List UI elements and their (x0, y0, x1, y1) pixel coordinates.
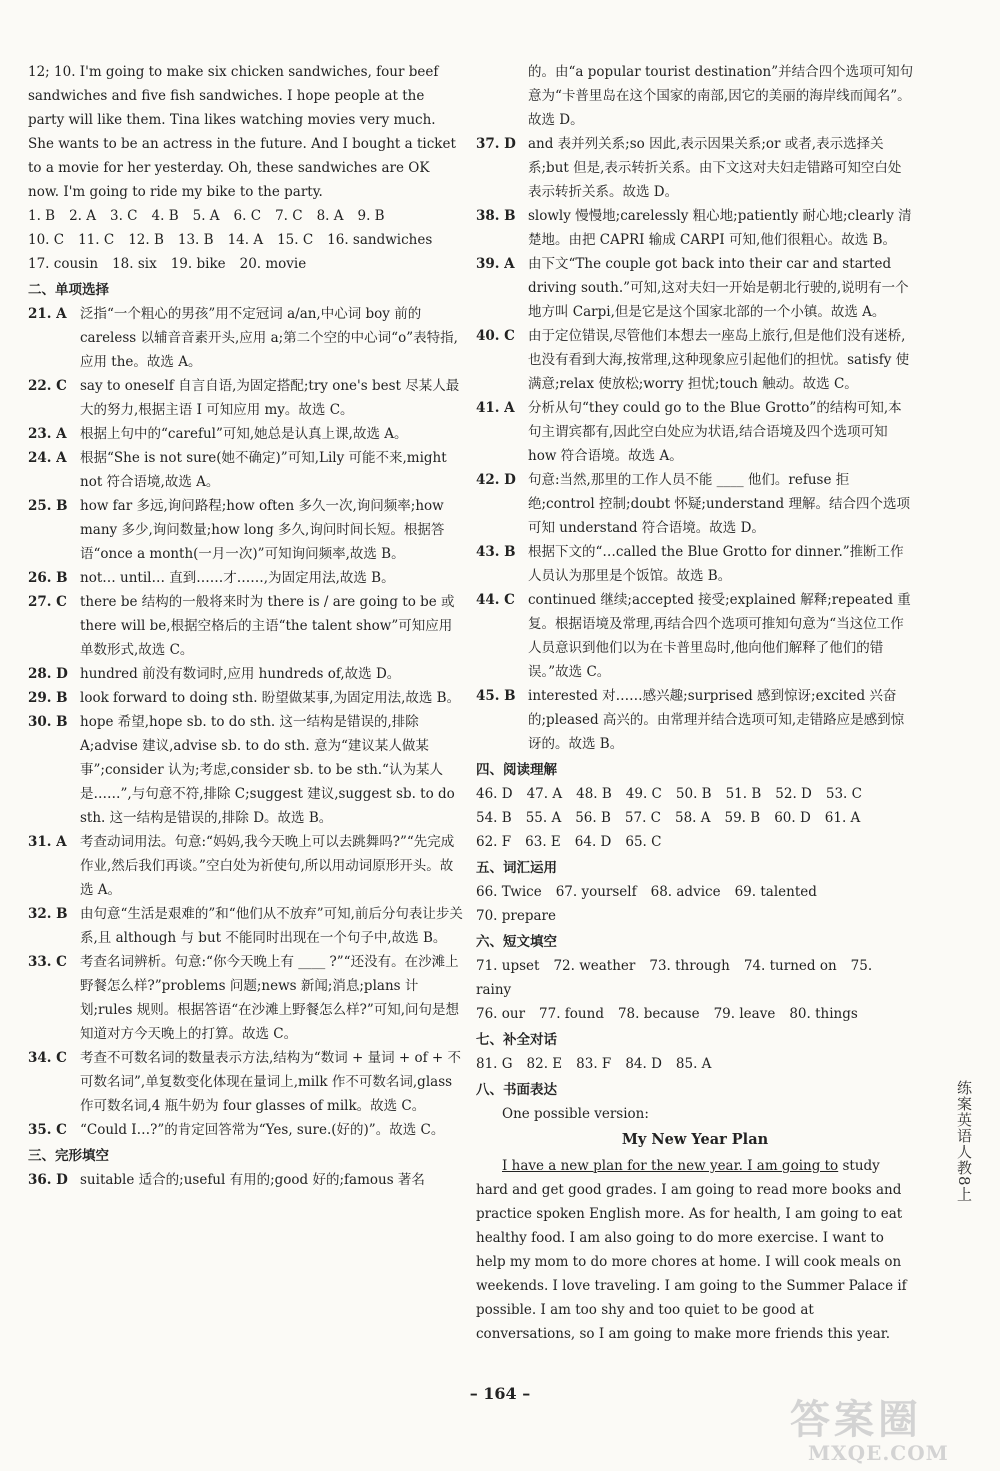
answer-item (476, 540, 914, 588)
reading-answer: 60. D (774, 810, 811, 826)
right-column (476, 60, 914, 1346)
item-number: 22. C (28, 378, 67, 394)
item-explanation: 考查名词辨析。句意:“你今天晚上有 ____ ?”“还没有。在沙滩上野餐怎么样?”problems 问题;news 新闻;消息;plans 计划;rules 规则。根据答语“在沙滩上野餐怎么样?”可知,问句是想知道对方今天晚上的打算。故选 C。 (80, 954, 460, 1042)
reading-answers-row-2 (476, 806, 914, 830)
answer-key: 11. C (78, 232, 115, 248)
fill-answer: 80. things (789, 1006, 858, 1022)
item-explanation: 考查动词用法。句意:“妈妈,我今天晚上可以去跳舞吗?”“先完成作业,然后我们再谈。”空白处为祈使句,所以用动词原形开头。故选 A。 (80, 834, 455, 898)
item-number: 25. B (28, 498, 68, 514)
answer-item (28, 830, 463, 902)
reading-answers-row-3 (476, 830, 914, 854)
essay-text: study hard and get good grades. I am going to read more books and practice spoken English more. As for health, I am going to eat healthy food. I am also going to do more exercise. I want to help my mom to do more chores at home. I will cook meals on weekends. I love traveling. I am going to the Summer Palace if possible. I am too shy and too quiet to be good at conversations, so I am going to make more friends this year. (476, 1158, 907, 1342)
answer-item (28, 1118, 463, 1142)
item-explanation: 分析从句“they could go to the Blue Grotto”的结构可知,本句主谓宾都有,因此空白处应为状语,结合语境及四个选项可知 how 符合语境。故选 A。 (528, 400, 902, 464)
answer-item (476, 684, 914, 756)
item-number: 21. A (28, 306, 67, 322)
answer-key: 5. A (192, 208, 220, 224)
reading-answer: 48. B (576, 786, 612, 802)
item-explanation: 根据上句中的“careful”可知,她总是认真上课,故选 A。 (80, 426, 408, 442)
item-explanation: suitable 适合的;useful 有用的;good 好的;famous 著名 (80, 1172, 425, 1188)
answers-row-2 (28, 228, 463, 252)
answer-item (28, 686, 463, 710)
reading-answer: 51. B (725, 786, 762, 802)
item-number: 44. C (476, 592, 515, 608)
fill-answer: 79. leave (713, 1006, 776, 1022)
answer-item (28, 446, 463, 494)
fill-answer: 72. weather (553, 958, 636, 974)
item-explanation: there be 结构的一般将来时为 there is / are going to be 或 there will be,根据空格后的主语“the talent show”可知应用单数形式,故选 C。 (80, 594, 455, 658)
reading-answer: 47. A (526, 786, 563, 802)
listening-passage: 12; 10. I'm going to make six chicken sandwiches, four beef sandwiches and five fish sandwiches. I hope people at the party will like them. Tina likes watching movies very much. She wants to be an actress in the future. And I bought a ticket to a movie for her yesterday. Oh, these sandwiches are OK now. I'm going to ride my bike to the party. (28, 64, 456, 200)
item-number: 42. D (476, 472, 516, 488)
answer-item (28, 422, 463, 446)
item-number: 23. A (28, 426, 67, 442)
vocab-answer: 66. Twice (476, 884, 542, 900)
item-number: 39. A (476, 256, 515, 272)
fill-answer: 76. our (476, 1006, 526, 1022)
answer-item (28, 662, 463, 686)
answer-key: 10. C (28, 232, 65, 248)
item-number: 31. A (28, 834, 67, 850)
item-explanation: 根据下文的“…called the Blue Grotto for dinner.”推断工作人员认为那里是个饭馆。故选 B。 (528, 544, 904, 584)
item-explanation: “Could I…?”的肯定回答常为“Yes, sure.(好的)”。故选 C。 (80, 1122, 445, 1138)
item-number: 28. D (28, 666, 68, 682)
reading-answer: 49. C (625, 786, 662, 802)
item-explanation: slowly 慢慢地;carelessly 粗心地;patiently 耐心地;clearly 清楚地。由把 CAPRI 输成 CARPI 可知,他们很粗心。故选 B。 (528, 208, 912, 248)
fill-answer: 75. rainy (476, 958, 873, 998)
version-label: One possible version: (502, 1106, 649, 1122)
answer-key: 12. B (128, 232, 164, 248)
fill-answer: 73. through (649, 958, 730, 974)
answer-key: 7. C (275, 208, 303, 224)
section-heading-vocabulary: 五、词汇运用 (476, 860, 557, 876)
item-number: 34. C (28, 1050, 67, 1066)
item-number: 29. B (28, 690, 68, 706)
item-explanation: continued 继续;accepted 接受;explained 解释;repeated 重复。根据语境及常理,再结合四个选项可推知句意为“当这位工作人员意识到他们以为在卡普里岛时,他向他们解释了他们的错误。”故选 C。 (528, 592, 911, 680)
cloze-list (476, 132, 914, 756)
dialog-answer: 81. G (476, 1056, 513, 1072)
answer-item (28, 374, 463, 422)
fill-answer: 77. found (539, 1006, 604, 1022)
item-number: 35. C (28, 1122, 67, 1138)
vocab-answer: 68. advice (650, 884, 721, 900)
vocab-answer: 67. yourself (555, 884, 637, 900)
item-number: 26. B (28, 570, 68, 586)
item-explanation: interested 对……感兴趣;surprised 感到惊讶;excited 兴奋的;pleased 高兴的。由常理并结合选项可知,走错路应是感到惊讶的。故选 B。 (528, 688, 905, 752)
answer-item (28, 710, 463, 830)
vocab-answers-row-1 (476, 880, 914, 904)
item-36-continued: 的。由“a popular tourist destination”并结合四个选项可知句意为“卡普里岛在这个国家的南部,因它的美丽的海岸线而闻名”。故选 D。 (528, 64, 914, 128)
answer-key: 18. six (112, 256, 157, 272)
reading-answer: 64. D (574, 834, 612, 850)
fill-answers-row-2 (476, 1002, 914, 1026)
reading-answer: 53. C (825, 786, 862, 802)
answer-item (28, 494, 463, 566)
answer-key: 1. B (28, 208, 56, 224)
section-heading-writing: 八、书面表达 (476, 1082, 557, 1098)
answer-key: 8. A (316, 208, 344, 224)
section-heading-cloze: 三、完形填空 (28, 1148, 109, 1164)
reading-answer: 52. D (775, 786, 812, 802)
answer-item (28, 302, 463, 374)
answers-row-1 (28, 204, 463, 228)
dialog-answer: 82. E (526, 1056, 563, 1072)
item-number: 40. C (476, 328, 515, 344)
reading-answer: 50. B (675, 786, 712, 802)
answer-item (476, 396, 914, 468)
reading-answer: 65. C (625, 834, 662, 850)
answer-item (476, 204, 914, 252)
item-explanation: 由句意“生活是艰难的”和“他们从不放弃”可知,前后分句表让步关系,且 although 与 but 不能同时出现在一个句子中,故选 B。 (80, 906, 463, 946)
item-number: 36. D (28, 1172, 68, 1188)
item-explanation: and 表并列关系;so 因此,表示因果关系;or 或者,表示选择关系;but 但是,表示转折关系。由下文这对夫妇走错路可知空白处表示转折关系。故选 D。 (528, 136, 902, 200)
reading-answer: 61. A (824, 810, 861, 826)
reading-answers-row-1 (476, 782, 914, 806)
reading-answer: 62. F (476, 834, 512, 850)
answer-key: 13. B (177, 232, 214, 248)
answer-key: 2. A (69, 208, 97, 224)
item-explanation: not… until… 直到……才……,为固定用法,故选 B。 (80, 570, 395, 586)
item-explanation: 根据“She is not sure(她不确定)”可知,Lily 可能不来,might not 符合语境,故选 A。 (80, 450, 447, 490)
answer-item (476, 588, 914, 684)
answer-key: 20. movie (239, 256, 307, 272)
book-title-side-text: 练案英语人教8上 (955, 1080, 973, 1203)
answer-item (476, 324, 914, 396)
watermark-logo (790, 1398, 980, 1466)
vocab-answer: 69. talented (734, 884, 817, 900)
reading-answer: 57. C (624, 810, 661, 826)
vocab-answers-row-2 (476, 904, 914, 928)
answer-key: 9. B (357, 208, 385, 224)
answer-item (28, 566, 463, 590)
dialog-answer: 83. F (576, 1056, 612, 1072)
section-heading-single-choice: 二、单项选择 (28, 282, 109, 298)
item-number: 30. B (28, 714, 68, 730)
answer-item (476, 468, 914, 540)
item-explanation: 由下文“The couple got back into their car and started driving south.”可知,这对夫妇一开始是朝北行驶的,说明有一个地方叫 Carpi,但是它是这个国家北部的一个小镇。故选 A。 (528, 256, 909, 320)
item-explanation: 考查不可数名词的数量表示方法,结构为“数词 + 量词 + of + 不可数名词”,单复数变化体现在量词上,milk 作不可数名词,glass 作可数名词,4 瓶牛奶为 four glasses of milk。故选 C。 (80, 1050, 461, 1114)
item-explanation: 泛指“一个粗心的男孩”用不定冠词 a/an,中心词 boy 前的 careless 以辅音音素开头,应用 a;第二个空的中心词“o”表特指,应用 the。故选 A。 (80, 306, 458, 370)
item-explanation: hope 希望,hope sb. to do sth. 这一结构是错误的,排除 A;advise 建议,advise sb. to do sth. 意为“建议某人做某事”;consider 认为;考虑,consider sb. to be sth.“认为某人是……”,与句意不符,排除 C;suggest 建议,suggest sb. to do sth. 这一结构是错误的,排除 D。故选 B。 (80, 714, 455, 826)
essay-body (476, 1154, 914, 1346)
fill-answer: 74. turned on (743, 958, 837, 974)
item-number: 32. B (28, 906, 68, 922)
answer-key: 14. A (227, 232, 264, 248)
answer-item (476, 252, 914, 324)
item-explanation: say to oneself 自言自语,为固定搭配;try one's best 尽某人最大的努力,根据主语 I 可知应用 my。故选 C。 (80, 378, 460, 418)
fill-answers-row-1 (476, 954, 914, 1002)
dialog-answer: 84. D (625, 1056, 662, 1072)
item-number: 45. B (476, 688, 516, 704)
fill-answer: 78. because (617, 1006, 700, 1022)
item-number: 37. D (476, 136, 516, 152)
answer-key: 4. B (151, 208, 179, 224)
watermark-text: 答案圈 (790, 1396, 922, 1443)
item-number: 41. A (476, 400, 515, 416)
item-explanation: how far 多远,询问路程;how often 多久一次,询问频率;how many 多少,询问数量;how long 多久,询问时间长短。根据答语“once a month(一月一次)”可知询问频率,故选 B。 (80, 498, 445, 562)
essay-underlined-opening: I have a new plan for the new year. I am going to (502, 1158, 839, 1174)
item-explanation: look forward to doing sth. 盼望做某事,为固定用法,故选 B。 (80, 690, 461, 706)
reading-answer: 58. A (674, 810, 711, 826)
answer-key: 16. sandwiches (327, 232, 433, 248)
item-number: 24. A (28, 450, 67, 466)
answer-key: 17. cousin (28, 256, 99, 272)
left-column (28, 60, 463, 1192)
watermark-url: MXQE.COM (808, 1441, 949, 1465)
section-heading-passage-fill: 六、短文填空 (476, 934, 557, 950)
answer-item (28, 1046, 463, 1118)
answer-key: 19. bike (170, 256, 226, 272)
single-choice-list (28, 302, 463, 1142)
page-number: – 164 – (469, 1384, 531, 1403)
answer-item (476, 132, 914, 204)
vocab-answer: 70. prepare (476, 908, 556, 924)
answer-item (28, 950, 463, 1046)
fill-answer: 71. upset (476, 958, 540, 974)
section-heading-dialogue: 七、补全对话 (476, 1032, 557, 1048)
answers-row-3 (28, 252, 463, 276)
answer-key: 15. C (277, 232, 314, 248)
reading-answer: 55. A (525, 810, 562, 826)
section-heading-reading: 四、阅读理解 (476, 762, 557, 778)
reading-answer: 54. B (476, 810, 512, 826)
item-explanation: 句意:当然,那里的工作人员不能 ____ 他们。refuse 拒绝;control 控制;doubt 怀疑;understand 理解。结合四个选项可知 understand 符合语境。故选 D。 (528, 472, 910, 536)
essay-title: My New Year Plan (621, 1131, 769, 1148)
dialog-answers-row (476, 1052, 914, 1076)
answer-item (28, 590, 463, 662)
answer-key: 3. C (110, 208, 138, 224)
item-number: 38. B (476, 208, 516, 224)
reading-answer: 59. B (724, 810, 761, 826)
reading-answer: 56. B (575, 810, 611, 826)
answer-item (28, 1168, 463, 1192)
dialog-answer: 85. A (675, 1056, 712, 1072)
reading-answer: 46. D (476, 786, 513, 802)
reading-answer: 63. E (525, 834, 561, 850)
answer-key: 6. C (233, 208, 262, 224)
item-explanation: 由于定位错误,尽管他们本想去一座岛上旅行,但是他们没有迷桥,也没有看到大海,按常理,这种现象应引起他们的担忧。satisfy 使满意;relax 使放松;worry 担忧;touch 触动。故选 C。 (528, 328, 910, 392)
item-explanation: hundred 前没有数词时,应用 hundreds of,故选 D。 (80, 666, 401, 682)
item-number: 27. C (28, 594, 67, 610)
answer-item (28, 902, 463, 950)
item-number: 33. C (28, 954, 67, 970)
item-number: 43. B (476, 544, 516, 560)
